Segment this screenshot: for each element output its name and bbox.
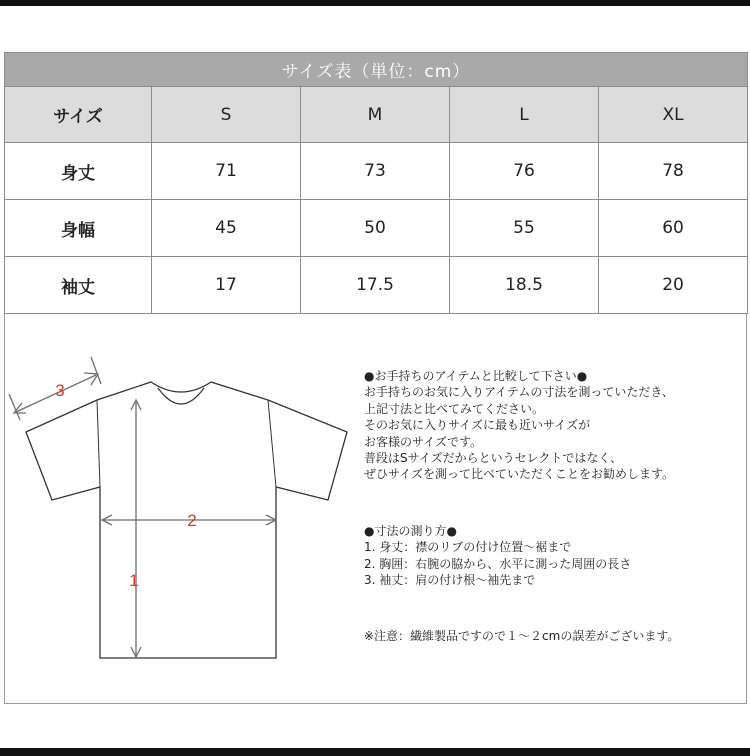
table-cell: 18.5: [450, 257, 599, 314]
measure-note-heading: ●寸法の測り方●: [364, 523, 457, 538]
size-table: [4, 52, 748, 314]
tshirt-measurement-diagram: [6, 340, 351, 670]
compare-note-line: 普段はSサイズだからというセレクトではなく、: [364, 451, 623, 466]
compare-note-line: 上記寸法と比べてみてください。: [364, 401, 545, 416]
table-row: [5, 257, 748, 314]
row-label: 袖丈: [5, 257, 152, 314]
header-size-xl: XL: [599, 87, 748, 143]
caution-note: ※注意：繊維製品ですので１～２cmの誤差がございます。: [364, 629, 680, 644]
table-title: サイズ表（単位：cm）: [5, 53, 748, 87]
compare-note-heading: ●お手持ちのアイテムと比較して下さい●: [364, 369, 588, 383]
marker-number-3: 3: [55, 381, 65, 400]
size-notes: [364, 368, 744, 645]
table-cell: 55: [450, 200, 599, 257]
row-label: 身幅: [5, 200, 152, 257]
measure-arrow-1: [131, 400, 141, 657]
sleeve-seam-right: [268, 400, 276, 487]
table-cell: 45: [152, 200, 301, 257]
compare-note-line: お客様のサイズです。: [364, 434, 483, 449]
table-cell: 71: [152, 143, 301, 200]
header-size-l: L: [450, 87, 599, 143]
sleeve-seam-left: [97, 400, 100, 487]
table-cell: 17.5: [301, 257, 450, 314]
header-size-s: S: [152, 87, 301, 143]
table-cell: 73: [301, 143, 450, 200]
header-size-m: M: [301, 87, 450, 143]
marker-number-1: 1: [129, 571, 139, 590]
header-size-label: サイズ: [5, 87, 152, 143]
measure-note-line: 3. 袖丈：肩の付け根～袖先まで: [364, 573, 536, 588]
table-header-row: [5, 87, 748, 143]
table-cell: 20: [599, 257, 748, 314]
table-cell: 78: [599, 143, 748, 200]
compare-note-line: ぜひサイズを測って比べていただくことをお勧めします。: [364, 467, 675, 482]
table-cell: 50: [301, 200, 450, 257]
row-label: 身丈: [5, 143, 152, 200]
table-row: [5, 200, 748, 257]
collar-line: [158, 388, 204, 404]
top-border-bar: [0, 0, 750, 6]
table-row: [5, 143, 748, 200]
bottom-border-bar: [0, 748, 750, 756]
measure-note-line: 1. 身丈：襟のリブの付け位置～裾まで: [364, 540, 572, 555]
table-cell: 76: [450, 143, 599, 200]
table-cell: 17: [152, 257, 301, 314]
marker-number-2: 2: [187, 511, 197, 530]
compare-note-line: お手持ちのお気に入りアイテムの寸法を測っていただき、: [364, 385, 674, 400]
compare-note-line: そのお気に入りサイズに最も近いサイズが: [364, 418, 591, 433]
measure-note-line: 2. 胸囲：右腕の脇から、水平に測った周囲の長さ: [364, 556, 632, 571]
table-cell: 60: [599, 200, 748, 257]
